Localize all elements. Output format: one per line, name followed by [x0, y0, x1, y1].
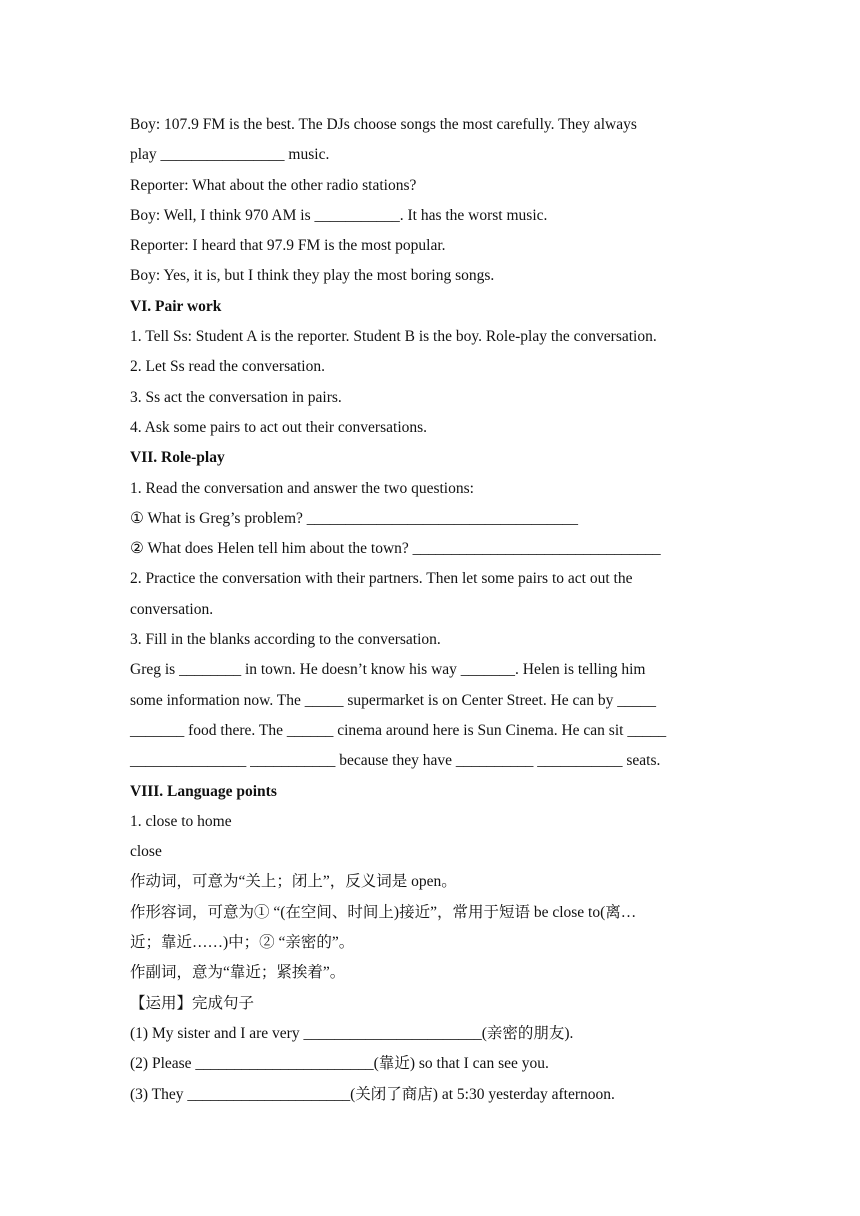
text-line: Reporter: I heard that 97.9 FM is the most popular. [130, 237, 446, 255]
text-line: 1. close to home [130, 812, 232, 830]
text-line: Boy: Yes, it is, but I think they play the most boring songs. [130, 267, 495, 285]
text-line: _______ food there. The ______ cinema around here is Sun Cinema. He can sit _____ [130, 721, 667, 739]
text-line: 3. Fill in the blanks according to the conversation. [130, 631, 441, 649]
text-line: ② What does Helen tell him about the town? ________________________________ [130, 540, 661, 558]
text-line: ① What is Greg’s problem? ___________________________________ [130, 509, 579, 527]
section-heading: VI. Pair work [130, 297, 222, 315]
text-line: Boy: Well, I think 970 AM is ___________. It has the worst music. [130, 206, 548, 224]
text-line: 4. Ask some pairs to act out their conversations. [130, 418, 428, 436]
text-line: 2. Practice the conversation with their partners. Then let some pairs to act out the [130, 570, 633, 588]
text-line: _______________ ___________ because they have __________ ___________ seats. [130, 752, 661, 770]
text-line: conversation. [130, 600, 214, 618]
text-line: some information now. The _____ supermarket is on Center Street. He can by _____ [130, 691, 657, 709]
text-line: (1) My sister and I are very _______________________(亲密的朋友). [130, 1024, 574, 1042]
text-line: play ________________ music. [130, 146, 330, 164]
text-line: 作形容词，可意为① “(在空间、时间上)接近”，常用于短语 be close to(离… [130, 903, 637, 921]
text-line: 作副词，意为“靠近；紧挨着”。 [130, 964, 346, 982]
text-line: 1. Tell Ss: Student A is the reporter. Student B is the boy. Role-play the conversation. [130, 328, 657, 346]
text-line: Greg is ________ in town. He doesn’t know his way _______. Helen is telling him [130, 661, 646, 679]
text-line: 作动词，可意为“关上；闭上”，反义词是 open。 [130, 873, 457, 891]
section-heading: VIII. Language points [130, 782, 277, 800]
text-line: 【运用】完成句子 [130, 994, 255, 1012]
section-heading: VII. Role-play [130, 449, 225, 467]
text-line: Reporter: What about the other radio stations? [130, 176, 417, 194]
document-page [130, 110, 750, 1110]
text-line: (3) They _____________________(关闭了商店) at 5:30 yesterday afternoon. [130, 1085, 615, 1103]
text-line: 1. Read the conversation and answer the two questions: [130, 479, 474, 497]
text-line: 2. Let Ss read the conversation. [130, 358, 325, 376]
text-line: close [130, 843, 162, 861]
text-line: (2) Please _______________________(靠近) so that I can see you. [130, 1055, 549, 1073]
text-line: 近；靠近……)中；② “亲密的”。 [130, 934, 355, 952]
text-line: Boy: 107.9 FM is the best. The DJs choose songs the most carefully. They always [130, 116, 637, 133]
text-line: 3. Ss act the conversation in pairs. [130, 388, 342, 406]
